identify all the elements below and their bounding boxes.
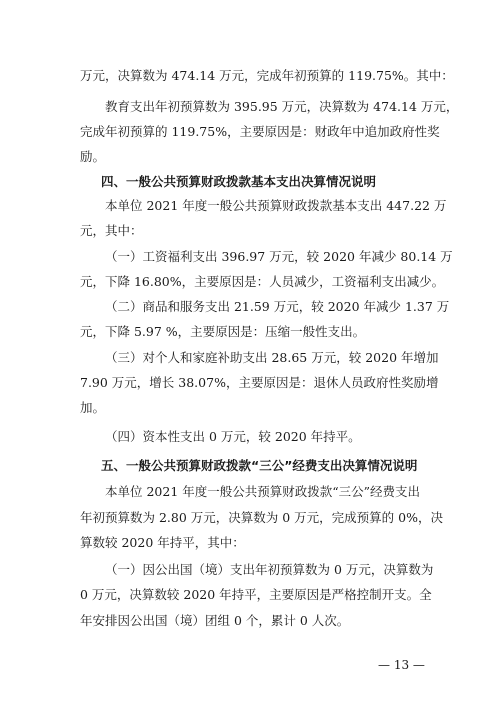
paragraph-line: 加。: [80, 400, 106, 415]
paragraph-line: 算数较 2020 年持平，其中：: [80, 535, 245, 550]
paragraph-line: 年初预算数为 2.80 万元，决算数为 0 万元，完成预算的 0%，决: [80, 510, 443, 525]
section-heading-5: 五、一般公共预算财政拨款“三公”经费支出决算情况说明: [101, 458, 418, 473]
section-heading-4: 四、一般公共预算财政拨款基本支出决算情况说明: [101, 174, 377, 189]
paragraph-line: 元，下降 5.97 %，主要原因是：压缩一般性支出。: [80, 324, 366, 339]
paragraph-line: 7.90 万元，增长 38.07%，主要原因是：退休人员政府性奖励增: [80, 375, 439, 390]
paragraph-line: 励。: [80, 149, 106, 164]
paragraph-line: （一）因公出国（境）支出年初预算数为 0 万元，决算数为: [105, 562, 434, 577]
paragraph-line: 本单位 2021 年度一般公共预算财政拨款“三公”经费支出: [105, 484, 421, 499]
paragraph-line: （三）对个人和家庭补助支出 28.65 万元，较 2020 年增加: [105, 350, 439, 365]
paragraph-line: 教育支出年初预算数为 395.95 万元，决算数为 474.14 万元，: [105, 99, 459, 114]
paragraph-line: （四）资本性支出 0 万元，较 2020 年持平。: [105, 429, 361, 444]
paragraph-line: （一）工资福利支出 396.97 万元，较 2020 年减少 80.14 万: [105, 249, 453, 264]
paragraph-line: 0 万元，决算数较 2020 年持平，主要原因是严格控制开支。全: [80, 587, 432, 602]
page-number: — 13 —: [378, 658, 425, 672]
paragraph-line: 元，下降 16.80%，主要原因是：人员减少，工资福利支出减少。: [80, 274, 445, 289]
paragraph-line: 年安排因公出国（境）团组 0 个，累计 0 人次。: [80, 613, 350, 628]
paragraph-line: 完成年初预算的 119.75%，主要原因是：财政年中追加政府性奖: [80, 124, 440, 139]
paragraph-line: 万元，决算数为 474.14 万元，完成年初预算的 119.75%。其中：: [80, 68, 454, 83]
paragraph-line: 本单位 2021 年度一般公共预算财政拨款基本支出 447.22 万: [105, 198, 447, 213]
paragraph-line: 元，其中：: [80, 223, 143, 238]
paragraph-line: （二）商品和服务支出 21.59 万元，较 2020 年减少 1.37 万: [105, 299, 450, 314]
